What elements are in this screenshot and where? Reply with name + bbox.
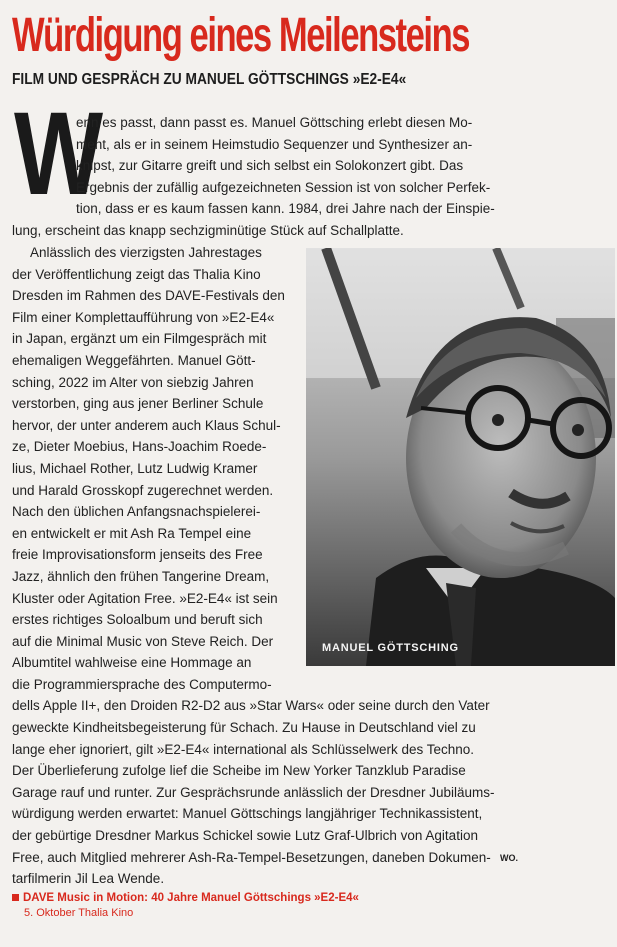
subheadline: FILM UND GESPRÄCH ZU MANUEL GÖTTSCHINGS »E2-E4« — [12, 71, 407, 88]
body-line: hervor, der unter anderem auch Klaus Schul- — [12, 417, 281, 433]
square-bullet-icon — [12, 894, 19, 901]
body-line: erstes richtiges Soloalbum und beruft sich — [12, 612, 263, 628]
body-line: der Veröffentlichung zeigt das Thalia Kino — [12, 266, 261, 282]
body-paragraph — [12, 242, 612, 890]
body-line: ze, Dieter Moebius, Hans-Joachim Roede- — [12, 439, 267, 455]
body-line: ehemaligen Weggefährten. Manuel Gött- — [12, 352, 256, 368]
body-line: en entwickelt er mit Ash Ra Tempel eine — [12, 525, 252, 541]
body-line: Film einer Komplettaufführung von »E2-E4« — [12, 309, 275, 325]
event-title-row — [12, 892, 612, 904]
drop-cap: W — [14, 88, 104, 220]
body-line: Kluster oder Agitation Free. »E2-E4« ist sein — [12, 590, 278, 606]
body-line: lius, Michael Rother, Lutz Ludwig Kramer — [12, 460, 258, 476]
body-line: Anlässlich des vierzigsten Jahrestages — [30, 245, 262, 260]
headline: Würdigung eines Meilensteins — [12, 9, 470, 62]
intro-paragraph — [12, 112, 612, 242]
body-line: Nach den üblichen Anfangsnachspielerei- — [12, 504, 261, 520]
intro-line: knipst, zur Gitarre greift und sich selbst ein Solokonzert gibt. Das — [76, 158, 464, 174]
intro-line: tion, dass er es kaum fassen kann. 1984, drei Jahre nach der Einspie- — [76, 201, 495, 217]
event-date: 5. Oktober Thalia Kino — [24, 907, 134, 919]
body-line: geweckte Kindheitsbegeisterung für Schach. Zu Hause in Deutschland viel zu — [12, 720, 476, 736]
photo-caption: MANUEL GÖTTSCHING — [322, 642, 459, 654]
intro-line: ment, als er in seinem Heimstudio Sequenzer und Synthesizer an- — [76, 136, 473, 152]
body-line: Jazz, ähnlich den frühen Tangerine Dream, — [12, 568, 270, 584]
body-line: der gebürtige Dresdner Markus Schickel sowie Lutz Graf-Ulbrich von Agitation — [12, 828, 478, 844]
body-line: die Programmiersprache des Computermo- — [12, 676, 272, 692]
event-title: DAVE Music in Motion: 40 Jahre Manuel Göttschings »E2-E4« — [23, 892, 359, 904]
body-line: in Japan, ergänzt um ein Filmgespräch mit — [12, 331, 267, 347]
intro-line: lung, erscheint das knapp sechzigminütige Stück auf Schallplatte. — [12, 222, 404, 238]
body-line: Der Überlieferung zufolge lief die Scheibe im New Yorker Tanzklub Paradise — [12, 763, 466, 779]
author-signature: WO. — [500, 853, 518, 863]
body-line: dells Apple II+, den Droiden R2-D2 aus »Star Wars« oder seine durch den Vater — [12, 698, 490, 714]
body-line: verstorben, ging aus jener Berliner Schule — [12, 396, 264, 412]
body-line: Free, auch Mitglied mehrerer Ash-Ra-Tempel-Besetzungen, daneben Dokumen- — [12, 849, 491, 865]
body-line: lange eher ignoriert, gilt »E2-E4« international als Schlüsselwerk des Techno. — [12, 741, 475, 757]
intro-line: enn es passt, dann passt es. Manuel Göttsching erlebt diesen Mo- — [76, 115, 473, 130]
body-line: auf die Minimal Music von Steve Reich. Der — [12, 633, 274, 649]
body-line: würdigung werden erwartet: Manuel Göttschings langjähriger Technikassistent, — [12, 806, 483, 822]
body-line: Dresden im Rahmen des DAVE-Festivals den — [12, 288, 285, 304]
body-line: tarfilmerin Jil Lea Wende. — [12, 871, 165, 887]
body-line: Albumtitel wahlweise eine Hommage an — [12, 655, 252, 671]
event-info — [12, 892, 612, 919]
body-line: sching, 2022 im Alter von siebzig Jahren — [12, 374, 254, 390]
body-line: freie Improvisationsform jenseits des Free — [12, 547, 263, 563]
body-line: und Harald Grosskopf zugerechnet werden. — [12, 482, 274, 498]
body-line: Garage rauf und runter. Zur Gesprächsrunde anlässlich der Dresdner Jubiläums- — [12, 784, 495, 800]
intro-line: Ergebnis der zufällig aufgezeichneten Session ist von solcher Perfek- — [76, 179, 491, 195]
